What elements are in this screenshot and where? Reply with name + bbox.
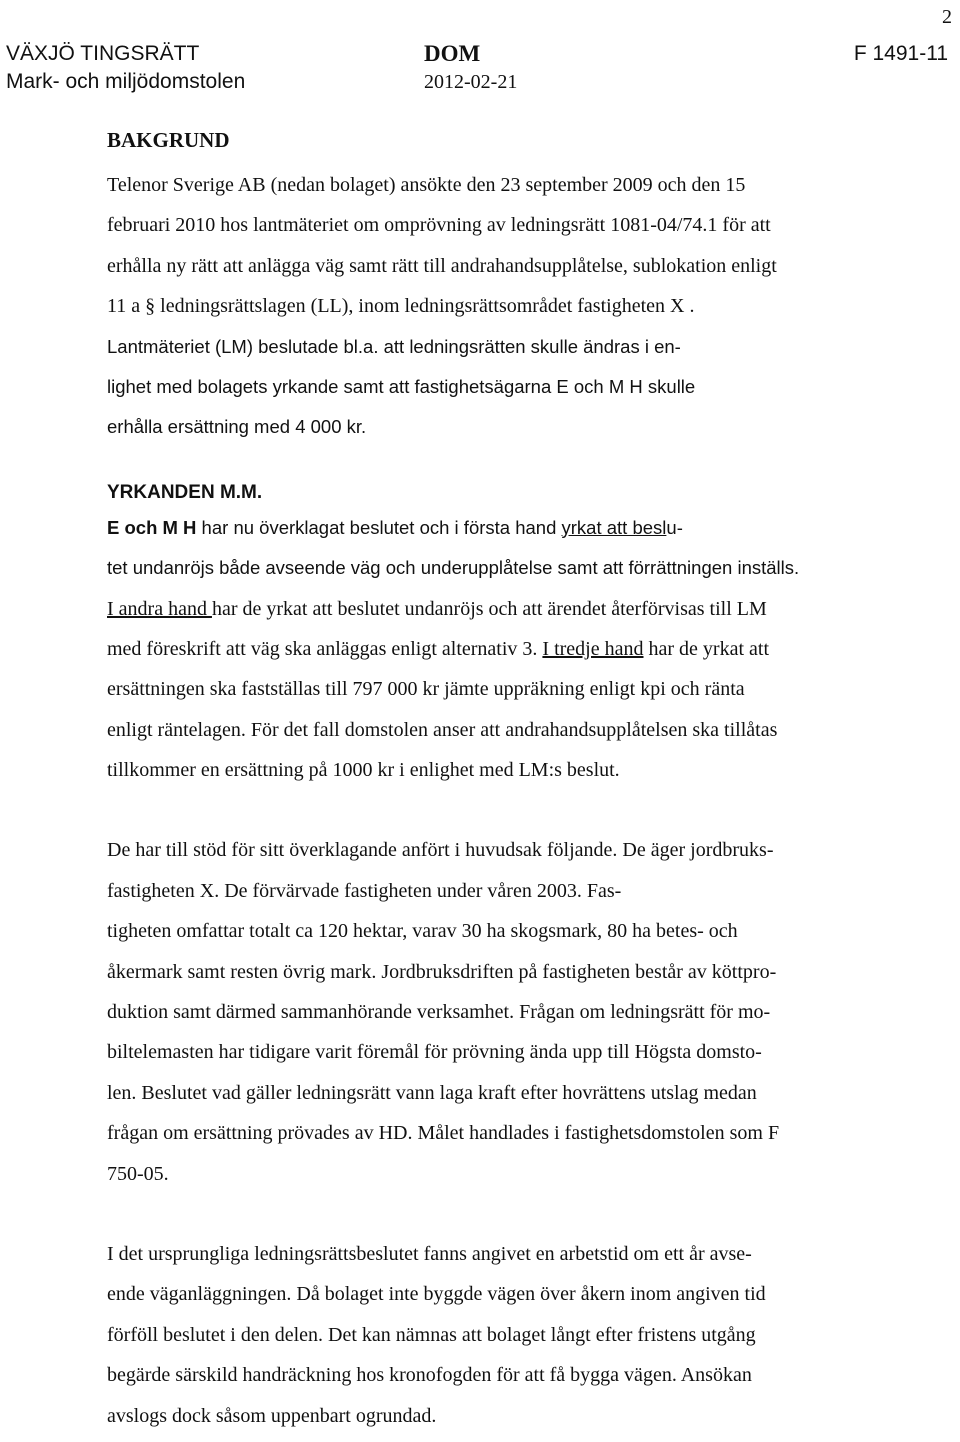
document-type: DOM bbox=[424, 41, 481, 66]
document-body bbox=[107, 125, 907, 1436]
text-line bbox=[107, 508, 907, 548]
text-line: Telenor Sverige AB (nedan bolaget) ansökte den 23 september 2009 och den 15 bbox=[107, 174, 746, 196]
case-number: F 1491-11 bbox=[853, 42, 948, 65]
text-line: biltelemasten har tidigare varit föremål för prövning ända upp till Högsta domsto- bbox=[107, 1041, 762, 1064]
underlined-text: I tredje hand bbox=[542, 637, 644, 660]
text-line: duktion samt därmed sammanhörande verksamhet. Frågan om ledningsrätt för mo- bbox=[107, 1001, 771, 1024]
text-line: lighet med bolagets yrkande samt att fastighetsägarna E och M H skulle bbox=[107, 375, 696, 397]
underlined-text: yrkat att besl bbox=[561, 516, 667, 538]
page-number: 2 bbox=[942, 6, 952, 28]
text-line bbox=[107, 629, 907, 669]
text-span: med föreskrift att väg ska anläggas enligt alternativ 3. bbox=[107, 637, 543, 660]
underlined-text: I andra hand bbox=[107, 597, 212, 620]
text-line: erhålla ersättning med 4 000 kr. bbox=[107, 416, 367, 438]
heading-bakgrund: BAKGRUND bbox=[107, 128, 230, 152]
paragraph-grounds bbox=[107, 830, 907, 1194]
paragraph-bakgrund bbox=[107, 165, 907, 448]
text-line: enligt räntelagen. För det fall domstolen anser att andrahandsupplåtelsen ska tillåtas bbox=[107, 718, 778, 741]
text-line: februari 2010 hos lantmäteriet om omprövning av ledningsrätt 1081-04/74.1 för att bbox=[107, 214, 771, 237]
header-left bbox=[6, 40, 245, 96]
text-line: ersättningen ska fastställas till 797 000 kr jämte uppräkning enligt kpi och ränta bbox=[107, 678, 745, 701]
text-line: avslogs dock såsom uppenbart ogrundad. bbox=[107, 1404, 437, 1427]
text-line: erhålla ny rätt att anlägga väg samt rätt till andrahandsupplåtelse, sublokation enligt bbox=[107, 254, 777, 277]
court-division: Mark- och miljödomstolen bbox=[6, 70, 246, 93]
court-name: VÄXJÖ TINGSRÄTT bbox=[6, 42, 200, 65]
party-names: E och M H bbox=[107, 516, 197, 538]
text-line: begärde särskild handräckning hos kronofogden för att få bygga vägen. Ansökan bbox=[107, 1364, 752, 1387]
heading-yrkanden: YRKANDEN M.M. bbox=[107, 481, 263, 503]
paragraph-original-decision bbox=[107, 1234, 907, 1436]
text-line: frågan om ersättning prövades av HD. Målet handlades i fastighetsdomstolen som F bbox=[107, 1122, 780, 1145]
text-line: 11 a § ledningsrättslagen (LL), inom ledningsrättsområdet fastigheten X . bbox=[107, 295, 695, 318]
text-line: 750-05. bbox=[107, 1162, 169, 1185]
text-line: De har till stöd för sitt överklagande anfört i huvudsak följande. De äger jordbruks- bbox=[107, 839, 774, 862]
text-line: I det ursprungliga ledningsrättsbeslutet fanns angivet en arbetstid om ett år avse- bbox=[107, 1242, 752, 1265]
text-span: har nu överklagat beslutet och i första hand bbox=[196, 516, 562, 538]
text-line: tet undanröjs både avseende väg och underupplåtelse samt att förrättningen inställs. bbox=[107, 557, 800, 579]
text-span: har de yrkat att bbox=[643, 637, 769, 660]
text-line: fastigheten X. De förvärvade fastigheten under våren 2003. Fas- bbox=[107, 879, 622, 902]
document-date: 2012-02-21 bbox=[424, 71, 518, 93]
text-span: u- bbox=[666, 516, 683, 538]
text-line: len. Beslutet vad gäller ledningsrätt vann laga kraft efter hovrättens utslag medan bbox=[107, 1081, 757, 1104]
text-span: har de yrkat att beslutet undanröjs och att ärendet återförvisas till LM bbox=[211, 597, 767, 620]
text-line: Lantmäteriet (LM) beslutade bl.a. att ledningsrätten skulle ändras i en- bbox=[107, 335, 681, 357]
header-center bbox=[424, 40, 517, 96]
text-line: åkermark samt resten övrig mark. Jordbruksdriften på fastigheten består av köttpro- bbox=[107, 960, 777, 983]
text-line bbox=[107, 589, 907, 629]
text-line: förföll beslutet i den delen. Det kan nämnas att bolaget långt efter fristens utgång bbox=[107, 1323, 756, 1346]
text-line: tillkommer en ersättning på 1000 kr i enlighet med LM:s beslut. bbox=[107, 759, 620, 782]
text-line: tigheten omfattar totalt ca 120 hektar, varav 30 ha skogsmark, 80 ha betes- och bbox=[107, 920, 738, 943]
paragraph-yrkanden bbox=[107, 508, 907, 791]
text-line: ende väganläggningen. Då bolaget inte byggde vägen över åkern inom angiven tid bbox=[107, 1283, 766, 1306]
